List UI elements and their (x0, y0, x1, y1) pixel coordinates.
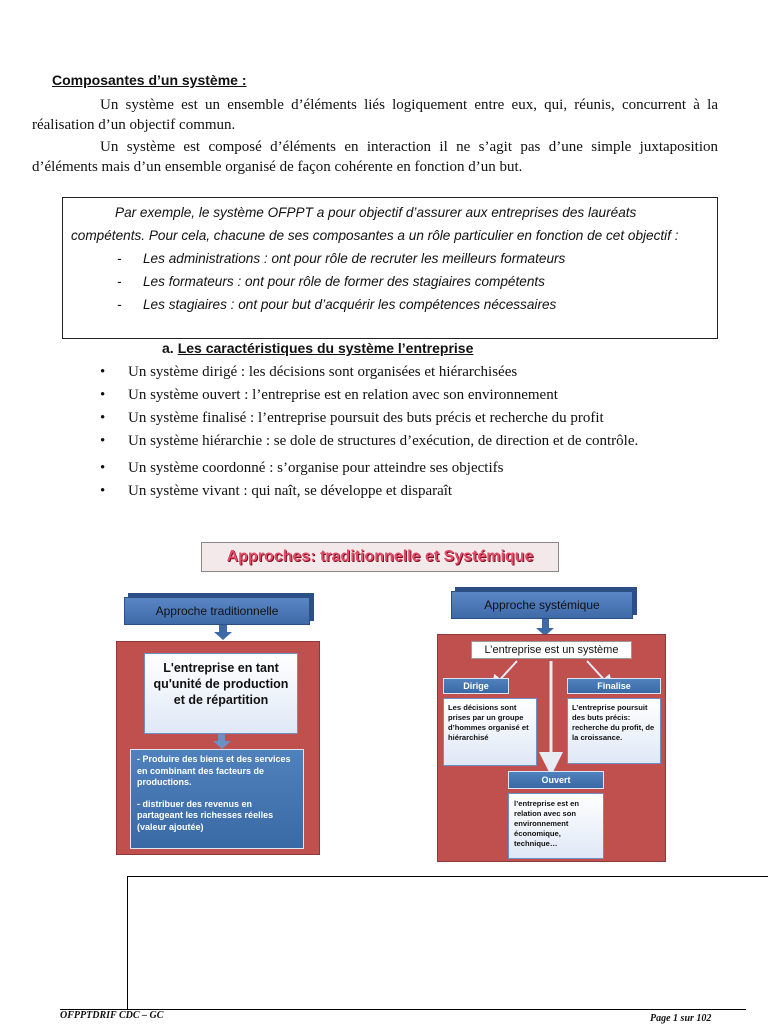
traditional-detail-2: - distribuer des revenus en partageant les richesses réelles (valeur ajoutée) (137, 798, 274, 832)
arrow-down-icon (214, 632, 232, 640)
example-intro: Par exemple, le système OFPPT a pour objectif d’assurer aux entreprises des lauréats compétents. Pour cela, chacune de ses composantes a un rôle particulier en fonction de cet objectif : (71, 205, 679, 243)
traditional-details-box (130, 749, 304, 849)
list-item-text: Un système ouvert : l’entreprise est en relation avec son environnement (128, 387, 558, 403)
characteristics-list (100, 361, 720, 503)
footer-page-number: Page 1 sur 102 (650, 1013, 712, 1024)
example-item: - Les administrations : ont pour rôle de recruter les meilleurs formateurs (117, 251, 566, 266)
diagram-title: Approches: traditionnelle et Systémique (201, 542, 559, 572)
dirige-label: Dirige (443, 678, 509, 694)
arrow-down-icon (213, 741, 231, 749)
list-item (100, 384, 720, 406)
bullet-icon: • (100, 483, 106, 499)
example-box (62, 197, 718, 339)
traditional-detail-1: - Produire des biens et des services en combinant des facteurs de productions. (137, 754, 291, 787)
example-item-text: Les formateurs : ont pour rôle de former des stagiaires compétents (143, 274, 545, 289)
list-item (100, 480, 720, 502)
bullet-icon: • (100, 387, 106, 403)
subsection-letter: a. (162, 340, 174, 356)
list-item-text: Un système hiérarchie : se dole de structures d’exécution, de direction et de contrôle. (128, 433, 639, 449)
subsection-heading (162, 340, 473, 356)
bullet-icon: • (100, 410, 106, 426)
systemic-center-box: L’entreprise est un système (471, 641, 632, 659)
bullet-icon: • (100, 364, 106, 380)
list-item (100, 407, 720, 429)
bullet-icon: • (100, 433, 106, 449)
bullet-icon: • (100, 460, 106, 476)
paragraph-2: Un système est composé d’éléments en interaction il ne s’agit pas d’une simple juxtaposition d’éléments mais d’un ensemble organisé de façon cohérente en fonction d’un but. (32, 139, 718, 175)
traditional-main-box: L'entreprise en tant qu'unité de production et de répartition (144, 653, 298, 734)
arrow-shaft (218, 734, 225, 741)
list-item-text: Un système coordonné : s’organise pour atteindre ses objectifs (128, 460, 504, 476)
finalise-text: L’entreprise poursuit des buts précis: recherche du profit, de la croissance. (567, 698, 661, 764)
list-item-text: Un système dirigé : les décisions sont organisées et hiérarchisées (128, 364, 518, 380)
paragraph-1: Un système est un ensemble d’éléments liés logiquement entre eux, qui, réunis, concurrent à la réalisation d’un objectif commun. (32, 97, 718, 133)
ouvert-label: Ouvert (508, 771, 604, 789)
dirige-text: Les décisions sont prises par un groupe d’hommes organisé et hiérarchisé (443, 698, 537, 766)
example-item: - Les formateurs : ont pour rôle de former des stagiaires compétents (117, 274, 545, 289)
example-item: - Les stagiaires : ont pour but d’acquérir les compétences nécessaires (117, 297, 557, 312)
list-item-text: Un système finalisé : l’entreprise poursuit des buts précis et recherche du profit (128, 410, 604, 426)
finalise-label: Finalise (567, 678, 661, 694)
ouvert-text: l’entreprise est en relation avec son environnement économique, technique… (508, 793, 604, 859)
list-item (100, 457, 720, 479)
traditional-header: Approche traditionnelle (124, 597, 310, 625)
example-item-text: Les stagiaires : ont pour but d’acquérir les compétences nécessaires (143, 297, 557, 312)
footer-left: OFPPTDRIF CDC – GC (60, 1010, 164, 1021)
systemic-header: Approche systémique (451, 591, 633, 619)
list-item-text: Un système vivant : qui naît, se développe et disparaît (128, 483, 453, 499)
footer-frame (127, 876, 768, 1010)
list-item (100, 361, 720, 383)
example-item-text: Les administrations : ont pour rôle de recruter les meilleurs formateurs (143, 251, 566, 266)
list-item (100, 430, 720, 452)
subsection-title: Les caractéristiques du système l’entreprise (177, 340, 474, 356)
section-title: Composantes d’un système : (52, 72, 247, 88)
